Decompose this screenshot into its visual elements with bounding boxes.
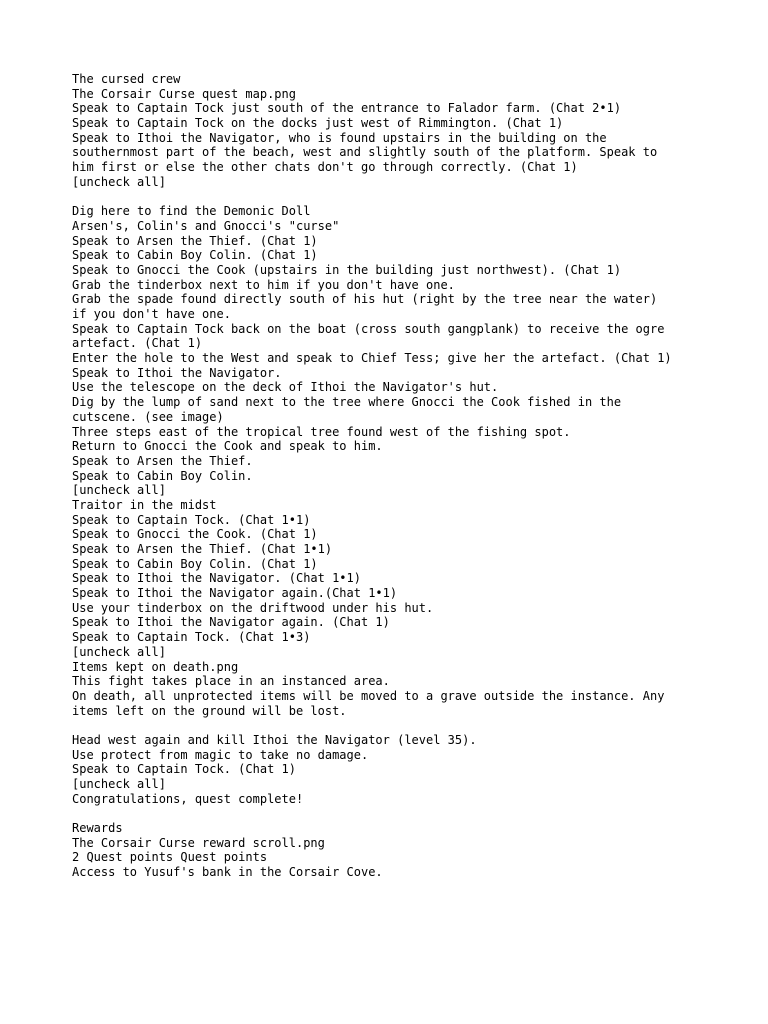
text-line: Traitor in the midst bbox=[72, 497, 217, 512]
text-line: Grab the tinderbox next to him if you don't have one. bbox=[72, 277, 455, 292]
text-line: Speak to Captain Tock on the docks just west of Rimmington. (Chat 1) bbox=[72, 116, 564, 131]
text-line: Grab the spade found directly south of his hut (right by the tree near the water) bbox=[72, 292, 658, 307]
text-line: Dig by the lump of sand next to the tree where Gnocci the Cook fished in the bbox=[72, 395, 622, 410]
text-line: Speak to Arsen the Thief. (Chat 1) bbox=[72, 233, 318, 248]
text-line: The Corsair Curse reward scroll.png bbox=[72, 835, 325, 850]
text-line: Enter the hole to the West and speak to Chief Tess; give her the artefact. (Chat 1) bbox=[72, 351, 672, 366]
text-line: Use protect from magic to take no damage. bbox=[72, 747, 369, 762]
text-line: Speak to Ithoi the Navigator. bbox=[72, 365, 282, 380]
text-line bbox=[72, 806, 712, 821]
text-line: Speak to Captain Tock. (Chat 1) bbox=[72, 762, 296, 777]
text-line: The Corsair Curse quest map.png bbox=[72, 86, 296, 101]
text-line: The cursed crew bbox=[72, 72, 181, 86]
text-line: [uncheck all] bbox=[72, 483, 166, 498]
text-line: Three steps east of the tropical tree found west of the fishing spot. bbox=[72, 424, 571, 439]
text-line: Speak to Gnocci the Cook. (Chat 1) bbox=[72, 527, 318, 542]
text-line: [uncheck all] bbox=[72, 644, 166, 659]
text-line: Arsen's, Colin's and Gnocci's "curse" bbox=[72, 218, 340, 233]
document-body bbox=[72, 72, 712, 880]
text-line: him first or else the other chats don't go through correctly. (Chat 1) bbox=[72, 160, 578, 175]
text-line: cutscene. (see image) bbox=[72, 409, 224, 424]
text-line: Speak to Captain Tock back on the boat (cross south gangplank) to receive the ogre bbox=[72, 321, 665, 336]
text-line: Speak to Arsen the Thief. (Chat 1•1) bbox=[72, 542, 333, 556]
text-line: Use your tinderbox on the driftwood under his hut. bbox=[72, 600, 434, 615]
text-line: Speak to Ithoi the Navigator again. (Chat 1) bbox=[72, 615, 390, 630]
text-line: Head west again and kill Ithoi the Navigator (level 35). bbox=[72, 732, 477, 747]
text-line: Access to Yusuf's bank in the Corsair Cove. bbox=[72, 865, 383, 880]
text-line: 2 Quest points Quest points bbox=[72, 850, 268, 865]
text-line: This fight takes place in an instanced area. bbox=[72, 674, 390, 689]
text-line: On death, all unprotected items will be moved to a grave outside the instance. Any bbox=[72, 688, 665, 703]
text-line: Speak to Ithoi the Navigator. (Chat 1•1) bbox=[72, 571, 361, 586]
text-line: Speak to Captain Tock just south of the entrance to Falador farm. (Chat 2•1) bbox=[72, 101, 622, 116]
text-line: Speak to Ithoi the Navigator, who is found upstairs in the building on the bbox=[72, 130, 607, 145]
text-line: [uncheck all] bbox=[72, 777, 166, 791]
text-line: Speak to Ithoi the Navigator again.(Chat 1•1) bbox=[72, 586, 398, 601]
text-line: Speak to Cabin Boy Colin. bbox=[72, 468, 253, 483]
text-line: southernmost part of the beach, west and slightly south of the platform. Speak to bbox=[72, 145, 658, 160]
text-line: Speak to Arsen the Thief. bbox=[72, 453, 253, 468]
text-line: Speak to Cabin Boy Colin. (Chat 1) bbox=[72, 248, 318, 263]
text-line: Speak to Captain Tock. (Chat 1•1) bbox=[72, 512, 311, 527]
text-line: items left on the ground will be lost. bbox=[72, 703, 347, 718]
text-line: Dig here to find the Demonic Doll bbox=[72, 204, 311, 219]
text-line: [uncheck all] bbox=[72, 174, 166, 189]
text-line: Congratulations, quest complete! bbox=[72, 791, 304, 806]
text-line bbox=[72, 718, 712, 733]
text-line: Speak to Gnocci the Cook (upstairs in the building just northwest). (Chat 1) bbox=[72, 262, 622, 277]
text-line: if you don't have one. bbox=[72, 307, 231, 321]
text-line: Use the telescope on the deck of Ithoi the Navigator's hut. bbox=[72, 380, 499, 395]
text-line bbox=[72, 190, 712, 205]
text-line: Items kept on death.png bbox=[72, 659, 239, 674]
text-line: Rewards bbox=[72, 821, 123, 836]
text-line: artefact. (Chat 1) bbox=[72, 336, 203, 351]
text-line: Return to Gnocci the Cook and speak to him. bbox=[72, 439, 383, 454]
text-line: Speak to Captain Tock. (Chat 1•3) bbox=[72, 630, 311, 645]
text-line: Speak to Cabin Boy Colin. (Chat 1) bbox=[72, 556, 318, 571]
